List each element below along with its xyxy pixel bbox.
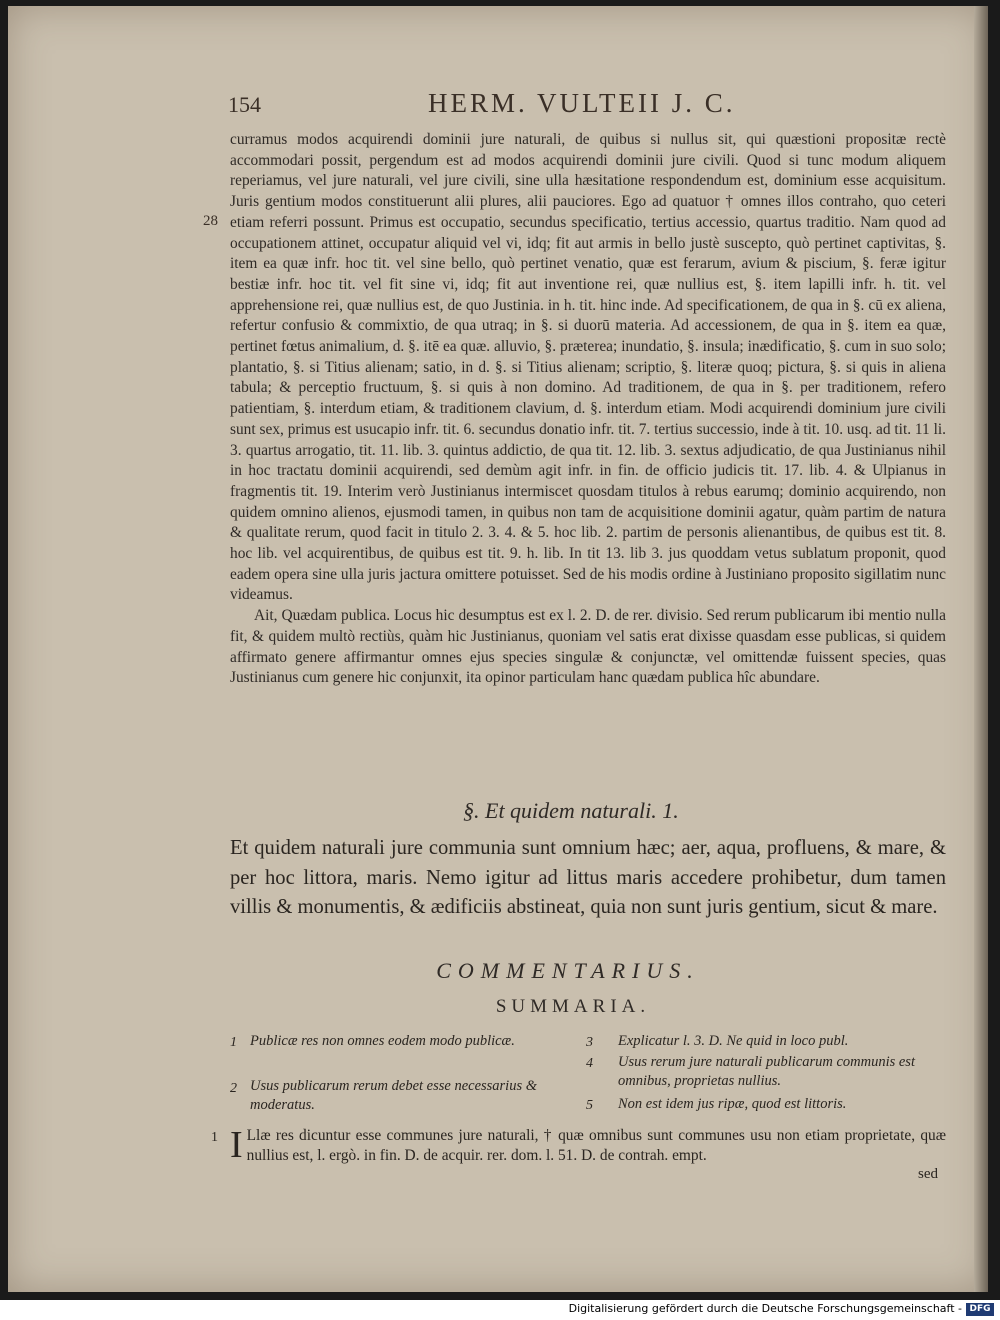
page-number: 154 bbox=[228, 92, 261, 117]
summary-num-3: 3 bbox=[586, 1035, 593, 1050]
running-head: HERM. VULTEII J. C. bbox=[428, 88, 736, 118]
binding-edge bbox=[974, 6, 988, 1292]
summary-item-2: Usus publicarum rerum debet esse necessarius & moderatus. bbox=[250, 1078, 538, 1113]
law-text: Et quidem naturali jure communia sunt omnium hæc; aer, aqua, profluens, & mare, & per hoc littora, maris. Nemo igitur ad littus maris accedere prohibetur, dum tamen villis & monumentis, & ædificiis abstineat, quia non sunt juris gentium, sicut & mare. bbox=[230, 837, 946, 918]
page-header bbox=[228, 88, 968, 124]
final-paragraph-number: 1 bbox=[211, 1130, 218, 1145]
body-text bbox=[230, 130, 946, 689]
drop-cap: I bbox=[230, 1124, 243, 1166]
book-page bbox=[8, 6, 988, 1292]
commentary-text bbox=[230, 1126, 946, 1166]
summary-item-1: Publicæ res non omnes eodem modo publicæ. bbox=[250, 1033, 515, 1049]
footer-credit: Digitalisierung gefördert durch die Deutsche Forschungsgemeinschaft - bbox=[568, 1302, 962, 1315]
digitization-footer bbox=[0, 1300, 1000, 1320]
dfg-logo-icon: DFG bbox=[966, 1303, 994, 1316]
summary-item-4: Usus rerum jure naturali publicarum communis est omnibus, proprietas nullius. bbox=[618, 1054, 915, 1089]
margin-note: 28 bbox=[203, 213, 218, 229]
summaria-heading: SUMMARIA. bbox=[495, 996, 651, 1017]
summary-num-5: 5 bbox=[586, 1098, 593, 1113]
paragraph-1: curramus modos acquirendi dominii jure naturali, de quibus si nullus sit, qui quæstioni propositæ rectè accommodari possit, pergendum est ad modos acquirendi dominii jure civili. Quod si tunc modum aliquem reperiamus, vel jure naturali, vel jure civili, sine ulla hæsitatione respondendum est, dominium esse acquisitum. Juris gentium modos constituerunt alii plures, alii pauciores. Ego ad quatuor † omnes illos contraho, quo ceteri etiam referri possunt. Primus est occupatio, secundus specificatio, tertius accessio, quartus traditio. Nam quod ad occupationem attinet, occupatur aliquid vel vi, idq; fit aut armis in bello justè suscepto, quò pertinet captivitas, §. item ea quæ infr. hoc tit. vel sine bello, quò pertinet venatio, quæ est ferarum, avium & piscium, §. feræ igitur bestiæ infr. hoc tit. vel fit sine vi, idq; fit aut inventione rei, quæ nullius est, §. item lapilli infr. h. tit. vel apprehensione rei, quæ nullius est, de quo Justinia. in h. tit. hinc inde. Ad specificationem, de qua in §. cū ex aliena, refertur confusio & commixtio, de qua utraq; in §. si duorū materia. Ad accessionem, de qua in §. item ea quæ, pertinet fœtus animalium, d. §. itē ea quæ. alluvio, §. præterea; inundatio, §. insula; inædificatio, §. cum in suo solo; plantatio, §. si Titius alienam; satio, in d. §. si Titius alienam; scriptio, §. literæ quoq; pictura, §. si quis in aliena tabula; & perceptio fructuum, §. si quis à non domino. Ad traditionem, de qua in §. per traditionem, refero patientiam, §. interdum etiam, & traditionem clavium, d. §. interdum etiam. Modi acquirendi dominium jure civili sunt sex, primus est usucapio infr. tit. 6. secundus donatio infr. tit. 7. tertius successio, inde à tit. 10. usq. ad tit. 11 li. 3. quartus arrogatio, tit. 11. lib. 3. quintus addictio, de qua tit. 12. lib. 3. sextus adjudicatio, de qua Justinianus nihil in hoc tractatu dominii acquirendi, sed demùm agit infr. in fin. de officio judicis tit. 17. lib. 4. & Ulpianus in fragmentis tit. 19. Interim verò Justinianus intermiscet quosdam titulos à rebus earumq; dominio acquirendo, non quidem omnino alienos, ejusmodi tamen, in quibus non tam de acquisitione dominii agatur, quàm partim de natura & qualitate rerum, quod facit in titulo 2. 3. 4. & 5. hoc lib. 2. partim de personis alienantibus, de quibus est tit. 8. hoc lib. vel acquirentibus, de quibus est tit. 9. h. lib. In tit 13. lib 3. jus quoddam vetus sublatum proponit, quod eadem opera sine ulla juris jactura omittere potuisset. Sed de his modis ordine à Justiniano proposito sigillatim nunc videamus. bbox=[230, 131, 946, 604]
summary-item-3: Explicatur l. 3. D. Ne quid in loco publ. bbox=[618, 1033, 849, 1049]
summary-num-1: 1 bbox=[230, 1035, 237, 1050]
paragraph-2: Ait, Quædam publica. Locus hic desumptus est ex l. 2. D. de rer. divisio. Sed rerum publicarum ibi mentio nulla fit, & quidem multò rectiùs, quàm hic Justinianus, quoniam vel satis erat dixisse quasdam esse publicas, si quidem affirmato genere affirmantur omnes ejus species singulæ & conjunctæ, vel omittendæ fuissent species, quas Justinianus cum genere hic conjunxit, ita opinor particulam hanc quædam publica hîc abundare. bbox=[230, 607, 946, 687]
section-heading: §. Et quidem naturali. 1. bbox=[463, 798, 679, 823]
catchword: sed bbox=[918, 1166, 938, 1182]
summary-num-2: 2 bbox=[230, 1081, 237, 1096]
summary-num-4: 4 bbox=[586, 1056, 593, 1071]
commentary-body: Llæ res dicuntur esse communes jure naturali, † quæ omnibus sunt communes usu non etiam proprietate, quæ nullius est, l. ergò. in fin. D. de acquir. rer. dom. l. 51. D. de contrah. empt. bbox=[246, 1127, 946, 1164]
summary-item-5: Non est idem jus ripæ, quod est littoris. bbox=[618, 1096, 847, 1112]
commentarius-heading: COMMENTARIUS. bbox=[436, 958, 700, 983]
